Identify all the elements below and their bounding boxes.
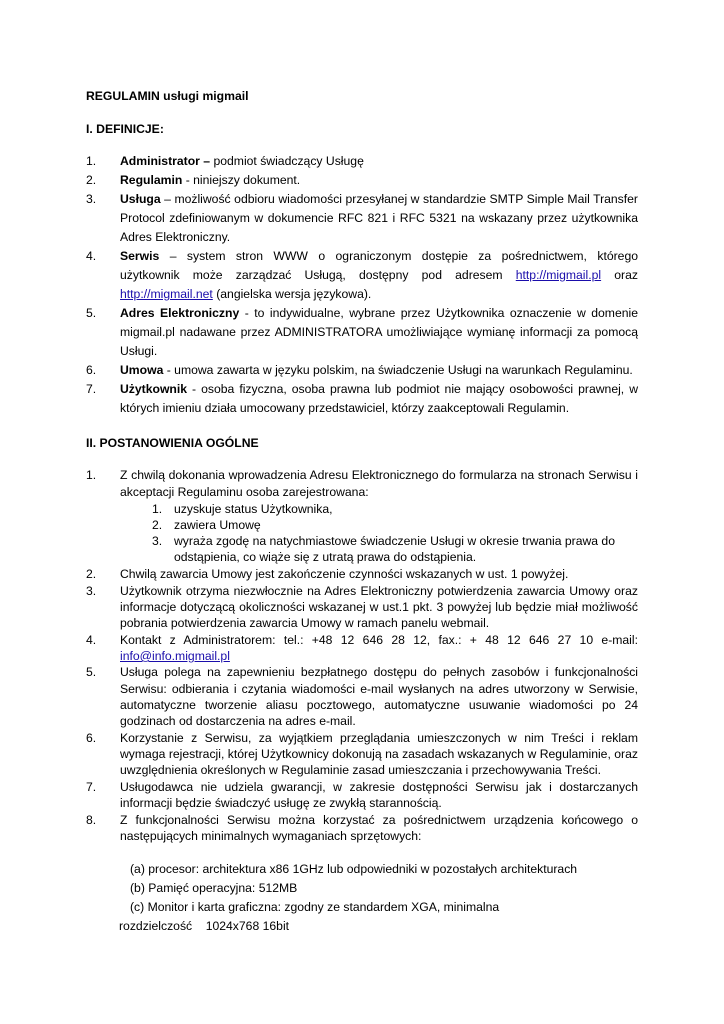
definition-term: Administrator – [120, 154, 211, 168]
rule-text-line [120, 648, 638, 664]
rule-text-line: Korzystanie z Serwisu, za wyjątkiem przeglądania umieszczonych w nim Treści i reklam [120, 731, 638, 745]
list-number: 6. [86, 731, 97, 745]
definition-text: użytkownik może zarządzać Usługą, dostępny pod adresem [120, 268, 516, 282]
rule-text-line: akceptacji Regulaminu osoba zarejestrowana: [120, 485, 369, 499]
definition-text: - niniejszy dokument. [182, 173, 301, 187]
sub-list-number: 1. [152, 502, 163, 516]
rule-text-line: wymaga rejestracji, której Użytkownicy dokonują na zasadach wskazanych w Regulaminie, oraz [120, 747, 638, 761]
list-number: 5. [86, 665, 97, 679]
requirement-item: (c) Monitor i karta graficzna: zgodny ze standardem XGA, minimalna [130, 900, 500, 914]
definition-text: - to indywidualne, wybrane przez Użytkownika oznaczenie w domenie [239, 306, 638, 320]
definition-item [120, 191, 638, 207]
sub-list-item: odstąpienia, co wiąże się z utratą prawa do odstąpienia. [174, 550, 477, 564]
list-number: 5. [86, 306, 97, 320]
definition-item [120, 305, 638, 321]
sub-list-number: 2. [152, 518, 163, 532]
requirement-item: (a) procesor: architektura x86 1GHz lub odpowiedniki w pozostałych architekturach [130, 862, 578, 876]
list-number: 3. [86, 584, 97, 598]
sub-list-item: wyraża zgodę na natychmiastowe świadczenie Usługi w okresie trwania prawa do [174, 534, 615, 548]
section-heading-general: II. POSTANOWIENIA OGÓLNE [86, 436, 259, 450]
list-number: 1. [86, 468, 97, 482]
definition-item [120, 153, 638, 169]
rule-text-line: następujących minimalnych wymaganiach sprzętowych: [120, 829, 422, 843]
migmail-net-link[interactable]: http://migmail.net [120, 287, 213, 301]
list-number: 1. [86, 154, 97, 168]
list-number: 6. [86, 363, 97, 377]
definition-text: – możliwość odbioru wiadomości przesyłanej w standardzie SMTP Simple Mail Transfer [160, 192, 638, 206]
rule-text-line: informacji będzie świadczyć usługę ze zwykłą starannością. [120, 796, 442, 810]
rule-text-line: pobrania potwierdzenia zawarcia Umowy w ramach panelu webmail. [120, 616, 490, 630]
sub-list-number: 3. [152, 534, 163, 548]
document-title: REGULAMIN usługi migmail [86, 89, 249, 103]
rule-text-line: Z funkcjonalności Serwisu można korzystać za pośrednictwem urządzenia końcowego o [120, 813, 638, 827]
requirement-item: (b) Pamięć operacyjna: 512MB [130, 881, 298, 895]
definition-term: Usługa [120, 192, 161, 206]
definition-text: - osoba fizyczna, osoba prawna lub podmiot nie mający osobowości prawnej, w [187, 382, 638, 396]
definition-text-line [120, 267, 638, 283]
definition-text-line: których imieniu działa umocowany przedstawiciel, którzy zaakceptowali Regulamin. [120, 401, 570, 415]
rule-text-line: godzinach od dostarczenia na adres e-mail. [120, 714, 356, 728]
list-number: 2. [86, 173, 97, 187]
rule-text-line: Użytkownik otrzyma niezwłocznie na Adres Elektroniczny potwierdzenia zawarcia Umowy oraz [120, 584, 638, 598]
definition-term: Adres Elektroniczny [120, 306, 240, 320]
list-number: 8. [86, 813, 97, 827]
definition-item [120, 362, 638, 378]
list-number: 7. [86, 780, 97, 794]
definition-term: Użytkownik [120, 382, 188, 396]
definition-text-line: migmail.pl nadawane przez ADMINISTRATORA umożliwiające wymianę informacji za pomocą [120, 325, 638, 339]
definition-text: – system stron WWW o ograniczonym dostępie za pośrednictwem, którego [159, 249, 638, 263]
rule-text-line: Serwisu: odbierania i czytania wiadomości e-mail wysłanych na adres utworzony w Serwisie, [120, 682, 638, 696]
definition-text-line: Protocol zdefiniowanym w dokumencie RFC 821 i RFC 5321 na wskazany przez użytkownika [120, 211, 638, 225]
definition-item [120, 248, 638, 264]
list-number: 4. [86, 633, 97, 647]
list-number: 2. [86, 567, 97, 581]
rule-text-line: Usługa polega na zapewnieniu bezpłatnego dostępu do pełnych zasobów i funkcjonalności [120, 665, 638, 679]
definition-text: - umowa zawarta w języku polskim, na świadczenie Usługi na warunkach Regulaminu. [163, 363, 633, 377]
definition-text: oraz [601, 268, 638, 282]
rule-text-line: Chwilą zawarcia Umowy jest zakończenie czynności wskazanych w ust. 1 powyżej. [120, 567, 569, 581]
definition-item [120, 172, 638, 188]
definition-item [120, 381, 638, 397]
definition-text-line: Adres Elektroniczny. [120, 230, 231, 244]
definition-term: Serwis [120, 249, 160, 263]
definition-text: (angielska wersja językowa). [212, 287, 372, 301]
contact-email-link[interactable]: info@info.migmail.pl [120, 649, 230, 663]
rule-text-line: automatyczne tworzenie aliasu pocztowego, automatyczne usuwanie wiadomości po 24 [120, 698, 638, 712]
rule-text-line: Kontakt z Administratorem: tel.: +48 12 646 28 12, fax.: + 48 12 646 27 10 e-mail: [120, 633, 638, 647]
section-heading-definitions: I. DEFINICJE: [86, 122, 164, 136]
definition-text: podmiot świadczący Usługę [210, 154, 364, 168]
rule-text-line: Usługodawca nie udziela gwarancji, w zakresie dostępności Serwisu jak i dostarczanych [120, 780, 638, 794]
definition-term: Umowa [120, 363, 164, 377]
definition-text-line: Usługi. [120, 344, 158, 358]
definition-text-line [120, 286, 638, 302]
sub-list-item: uzyskuje status Użytkownika, [174, 502, 333, 516]
migmail-pl-link[interactable]: http://migmail.pl [515, 268, 602, 282]
list-number: 3. [86, 192, 97, 206]
definition-term: Regulamin [120, 173, 183, 187]
list-number: 4. [86, 249, 97, 263]
list-number: 7. [86, 382, 97, 396]
rule-text-line: informacje dotyczącą okoliczności wskazanej w ust.1 pkt. 3 powyżej lub będzie miał możliwość [120, 600, 638, 614]
rule-text-line: Z chwilą dokonania wprowadzenia Adresu Elektronicznego do formularza na stronach Serwisu i [120, 468, 638, 482]
sub-list-item: zawiera Umowę [174, 518, 261, 532]
rule-text-line: uwzględnienia określonych w Regulaminie zasad umieszczania i przechowywania Treści. [120, 763, 601, 777]
requirement-item-continued: rozdzielczość 1024x768 16bit [119, 919, 290, 933]
